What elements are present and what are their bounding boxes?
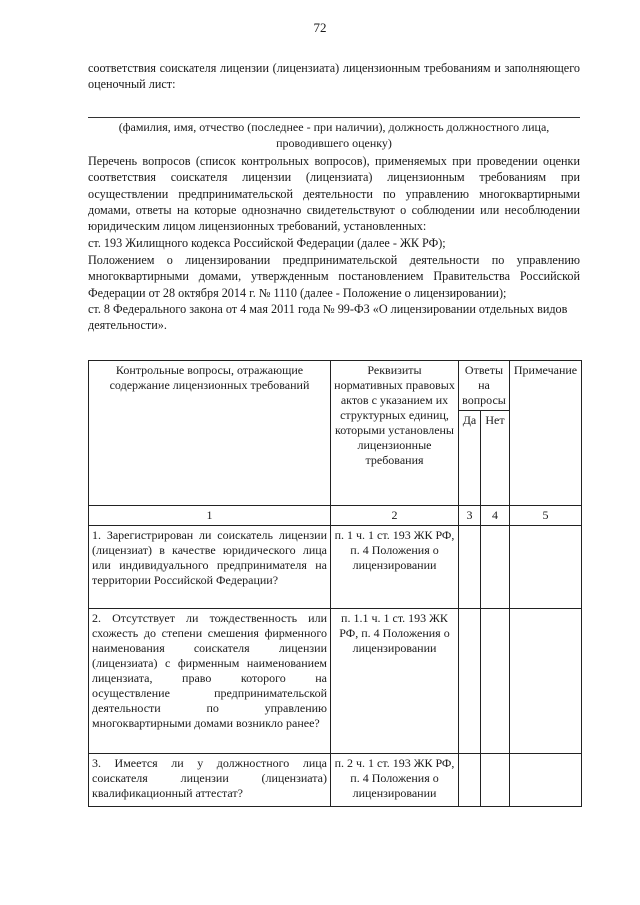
question-cell: 3. Имеется ли у должностного лица соискателя лицензии (лицензиата) квалификационный аттестат?	[89, 754, 331, 807]
column-number: 2	[331, 506, 459, 526]
checklist-table	[88, 360, 582, 807]
column-number: 5	[510, 506, 582, 526]
reference-cell: п. 2 ч. 1 ст. 193 ЖК РФ, п. 4 Положения о лицензировании	[331, 754, 459, 807]
reference-cell: п. 1.1 ч. 1 ст. 193 ЖК РФ, п. 4 Положения о лицензировании	[331, 609, 459, 754]
header-answers: Ответы на вопросы	[459, 361, 510, 411]
signature-caption: (фамилия, имя, отчество (последнее - при наличии), должность должностного лица, проводившего оценку)	[118, 120, 550, 150]
answer-no-cell[interactable]	[481, 609, 510, 754]
page-number: 72	[313, 20, 327, 35]
note-cell[interactable]	[510, 526, 582, 609]
answer-yes-cell[interactable]	[459, 526, 481, 609]
note-cell[interactable]	[510, 609, 582, 754]
header-no: Нет	[481, 411, 510, 506]
basis-item-federal-law: ст. 8 Федерального закона от 4 мая 2011 года № 99-ФЗ «О лицензировании отдельных видов деятельности».	[88, 302, 568, 333]
answer-yes-cell[interactable]	[459, 609, 481, 754]
column-number: 3	[459, 506, 481, 526]
reference-cell: п. 1 ч. 1 ст. 193 ЖК РФ, п. 4 Положения о лицензировании	[331, 526, 459, 609]
answer-no-cell[interactable]	[481, 526, 510, 609]
table-header-row	[89, 361, 582, 411]
note-cell[interactable]	[510, 754, 582, 807]
basis-item-regulation: Положением о лицензировании предпринимательской деятельности по управлению многоквартирными домами, утвержденным постановлением Правительства Российской Федерации от 28 октября 2014 г. № 1110 (далее - Положение о лицензировании);	[88, 253, 580, 300]
table-row	[89, 754, 582, 807]
header-questions: Контрольные вопросы, отражающие содержание лицензионных требований	[89, 361, 331, 506]
signature-line	[88, 117, 580, 118]
header-requisites: Реквизиты нормативных правовых актов с указанием их структурных единиц, которыми установлены лицензионные требования	[331, 361, 459, 506]
answer-no-cell[interactable]	[481, 754, 510, 807]
intro-text: соответствия соискателя лицензии (лицензиата) лицензионным требованиям и заполняющего оценочный лист:	[88, 61, 580, 92]
list-intro: Перечень вопросов (список контрольных вопросов), применяемых при проведении оценки соответствия соискателя лицензии (лицензиата) лицензионным требованиям при осуществлении предпринимательской деятельности по управлению многоквартирными домами, ответы на которые однозначно свидетельствуют о соблюдении или несоблюдении юридическим лицом лицензионных требований, установленных:	[88, 154, 580, 234]
question-cell: 1. Зарегистрирован ли соискатель лицензии (лицензиат) в качестве юридического лица или индивидуального предпринимателя на территории Российской Федерации?	[89, 526, 331, 609]
basis-item-housing-code: ст. 193 Жилищного кодекса Российской Федерации (далее - ЖК РФ);	[88, 236, 446, 250]
table-row	[89, 609, 582, 754]
answer-yes-cell[interactable]	[459, 754, 481, 807]
header-yes: Да	[459, 411, 481, 506]
column-number: 4	[481, 506, 510, 526]
header-note: Примечание	[510, 361, 582, 506]
column-number: 1	[89, 506, 331, 526]
column-number-row	[89, 506, 582, 526]
table-row	[89, 526, 582, 609]
question-cell: 2. Отсутствует ли тождественность или схожесть до степени смешения фирменного наименования соискателя лицензии (лицензиата) с фирменным наименованием лицензиата, право которого на осуществление предпринимательской деятельности по управлению многоквартирными домами возникло ранее?	[89, 609, 331, 754]
